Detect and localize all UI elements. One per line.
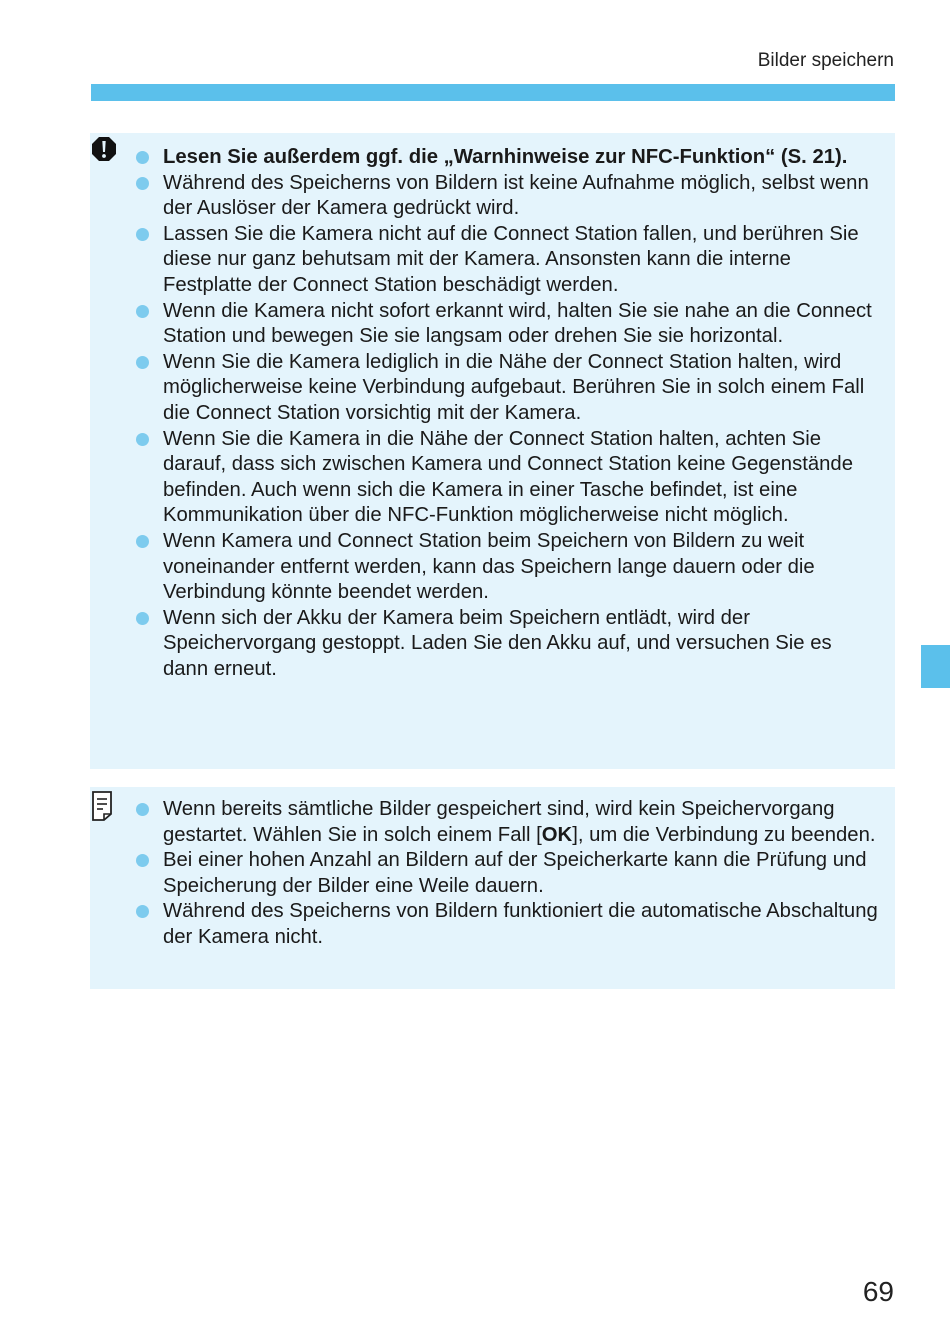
caution-item: Lesen Sie außerdem ggf. die „Warnhinweise zur NFC-Funktion“ (S. 21). xyxy=(163,145,878,171)
note-item-text: ], um die Verbindung zu beenden. xyxy=(572,823,876,846)
caution-item: Wenn Sie die Kamera lediglich in die Nähe der Connect Station halten, wird möglicherweise keine Verbindung aufgebaut. Berühren Sie in solch einem Fall die Connect Station vorsichtig mit der Kamera. xyxy=(163,350,878,427)
caution-item: Wenn sich der Akku der Kamera beim Speichern entlädt, wird der Speichervorgang gestoppt. Laden Sie den Akku auf, und versuchen Sie es dann erneut. xyxy=(163,606,878,683)
page-number: 69 xyxy=(862,1276,894,1307)
note-item: Bei einer hohen Anzahl an Bildern auf der Speicherkarte kann die Prüfung und Speicherung der Bilder eine Weile dauern. xyxy=(163,848,878,899)
note-box xyxy=(90,787,895,989)
note-item: Während des Speicherns von Bildern funktioniert die automatische Abschaltung der Kamera nicht. xyxy=(163,899,878,950)
chapter-tab xyxy=(921,645,950,688)
caution-list xyxy=(90,145,895,682)
caution-box xyxy=(90,133,895,769)
note-item-text: Wenn bereits sämtliche Bilder gespeichert sind, wird kein Speichervorgang gestartet. Wählen Sie in solch einem Fall [ xyxy=(163,798,835,846)
caution-item: Wenn die Kamera nicht sofort erkannt wird, halten Sie sie nahe an die Connect Station und bewegen Sie sie langsam oder drehen Sie sie horizontal. xyxy=(163,299,878,350)
caution-item: Während des Speicherns von Bildern ist keine Aufnahme möglich, selbst wenn der Auslöser der Kamera gedrückt wird. xyxy=(163,171,878,222)
note-list xyxy=(90,797,895,951)
note-item xyxy=(163,797,878,848)
caution-item: Wenn Sie die Kamera in die Nähe der Connect Station halten, achten Sie darauf, dass sich zwischen Kamera und Connect Station keine Gegenstände befinden. Auch wenn sich die Kamera in einer Tasche befindet, ist eine Kommunikation über die NFC-Funktion möglicherweise nicht möglich. xyxy=(163,427,878,529)
header-bar xyxy=(91,84,895,101)
section-title: Bilder speichern xyxy=(757,50,894,71)
caution-item: Lassen Sie die Kamera nicht auf die Connect Station fallen, und berühren Sie diese nur ganz behutsam mit der Kamera. Ansonsten kann die interne Festplatte der Connect Station beschädigt werden. xyxy=(163,222,878,299)
caution-icon xyxy=(90,135,118,168)
memo-icon xyxy=(90,790,116,827)
ok-button-label: OK xyxy=(541,823,573,846)
caution-item: Wenn Kamera und Connect Station beim Speichern von Bildern zu weit voneinander entfernt werden, kann das Speichern lange dauern oder die Verbindung könnte beendet werden. xyxy=(163,529,878,606)
